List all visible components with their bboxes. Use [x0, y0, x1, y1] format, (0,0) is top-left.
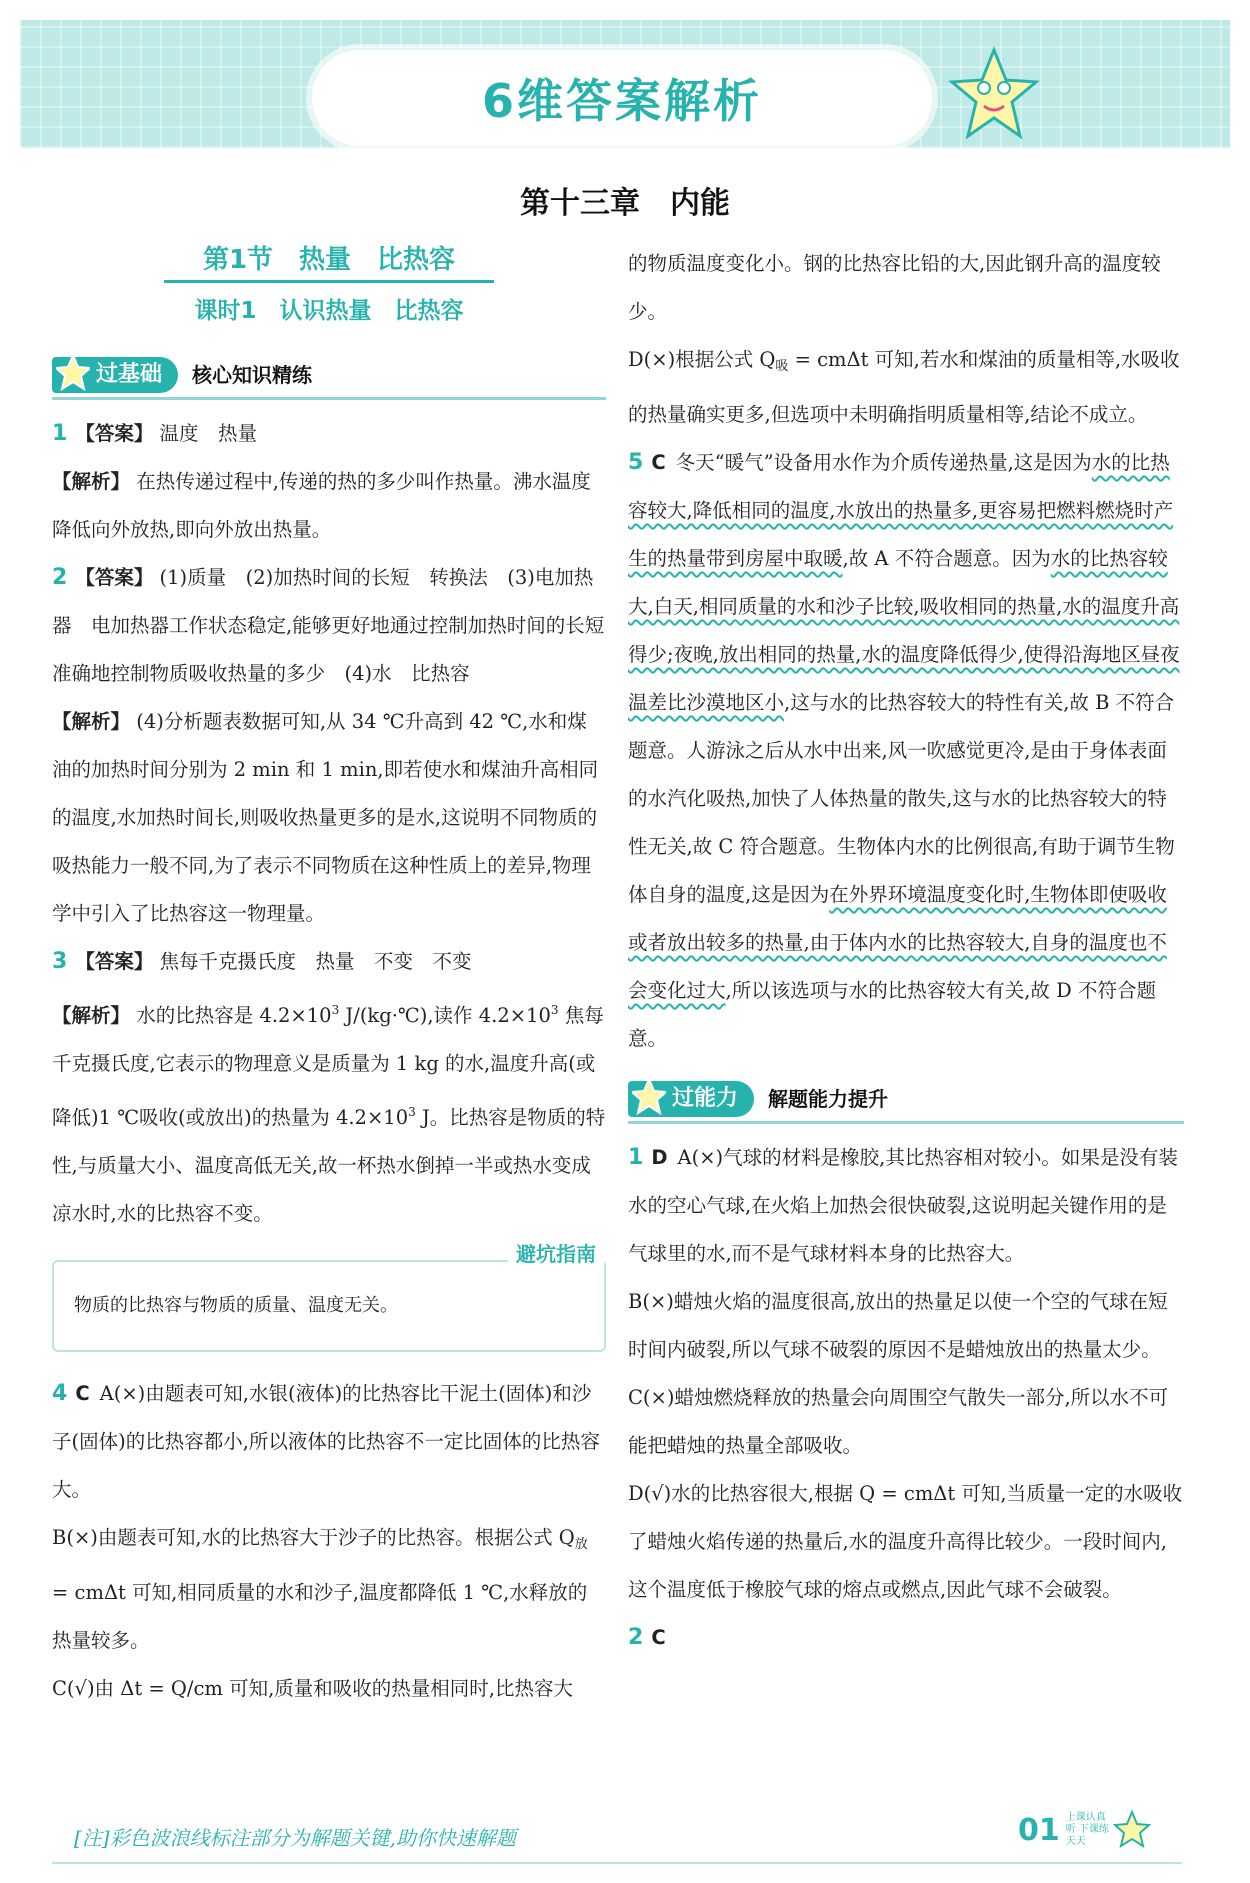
tip-text: 物质的比热容与物质的质量、温度无关。	[74, 1295, 398, 1316]
q1-explanation: 【解析】 在热传递过程中,传递的热的多少叫作热量。沸水温度降低向外放热,即向外放出热量。	[52, 470, 591, 541]
ability-subtitle: 解题能力提升	[768, 1087, 889, 1111]
q3-answer: 3 【答案】 焦每千克摄氏度 热量 不变 不变	[52, 949, 472, 974]
q3-explanation: 【解析】 水的比热容是 $4.2\times 10^3$ J/(kg·℃),读作 $4.2\times 10^3$ 焦每千克摄氏度,它表示的物理意义是质量为 1 kg 的水,温度升高(或降低)1 ℃吸收(或放出)的热量为 $4.2\times 10^3$ J。比热容是物质的特性,与质量大小、温度高低无关,故一杯热水倒掉一半或热水变成凉水时,水的比热容不变。	[52, 1003, 606, 1225]
left-column	[52, 240, 606, 1713]
section-heading	[52, 240, 606, 283]
star-badge-icon	[56, 353, 90, 393]
page-number-block	[1018, 1810, 1152, 1850]
tip-label: 避坑指南	[508, 1240, 604, 1268]
star-badge-icon	[632, 1077, 666, 1117]
basics-tag: 过基础	[96, 362, 163, 387]
ability-bar	[628, 1077, 1184, 1124]
right-column	[628, 240, 1184, 1662]
chapter-title: 第十三章 内能	[520, 186, 730, 221]
basics-subtitle: 核心知识精练	[192, 363, 313, 387]
p2-answer: 2 C	[628, 1625, 666, 1650]
q2-answer: 2 【答案】 (1)质量 (2)加热时间的长短 转换法 (3)电加热器 电加热器工作状态稳定,能够更好地通过控制加热时间的长短准确地控制物质吸收热量的多少 (4)水 比热容	[52, 565, 605, 685]
tip-box	[52, 1242, 606, 1352]
section-title: 第1节 热量 比热容	[202, 245, 456, 275]
q4-option-c-part1: C(√)由 Δt = Q/cm 可知,质量和吸收的热量相同时,比热容大	[52, 1677, 573, 1700]
star-mascot-icon	[948, 46, 1040, 146]
star-mascot-small-icon	[1112, 1810, 1152, 1850]
p1-option-b: B(×)蜡烛火焰的温度很高,放出的热量足以使一个空的气球在短时间内破裂,所以气球不破裂的原因不是蜡烛放出的热量太少。	[628, 1290, 1168, 1361]
q5-explanation: 5 C 冬天“暖气”设备用水作为介质传递热量,这是因为水的比热容较大,降低相同的温度,水放出的热量多,更容易把燃料燃烧时产生的热量带到房屋中取暖,故 A 不符合题意。因为水的比热容较大,白天,相同质量的水和沙子比较,吸收相同的热量,水的温度升高得少;夜晚,放出相同的热量,水的温度降低得少,使得沿海地区昼夜温差比沙漠地区小,这与水的比热容较大的特性有关,故 B 不符合题意。人游泳之后从水中出来,风一吹感觉更冷,是由于身体表面的水汽化吸热,加快了人体热量的散失,这与水的比热容较大的特性无关,故 C 符合题意。生物体内水的比例很高,有助于调节生物体自身的温度,这是因为在外界环境温度变化时,生物体即使吸收或者放出较多的热量,由于体内水的比热容较大,自身的温度也不会变化过大,所以该选项与水的比热容较大有关,故 D 不符合题意。	[628, 450, 1180, 1050]
q1-answer: 1 【答案】 温度 热量	[52, 421, 258, 446]
lesson-title: 课时1 认识热量 比热容	[194, 298, 464, 324]
q4-option-a: 4 C A(×)由题表可知,水银(液体)的比热容比干泥土(固体)和沙子(固体)的比热容都小,所以液体的比热容不一定比固体的比热容大。	[52, 1381, 600, 1501]
q4-option-d: D(×)根据公式 $Q_吸 = cm\Delta t$ 可知,若水和煤油的质量相等,水吸收的热量确实更多,但选项中未明确指明质量相等,结论不成立。	[628, 348, 1180, 426]
p1-option-c: C(×)蜡烛燃烧释放的热量会向周围空气散失一部分,所以水不可能把蜡烛的热量全部吸收。	[628, 1386, 1169, 1457]
page-number: 01	[1018, 1812, 1060, 1848]
basics-bar	[52, 353, 606, 400]
page-slogan: 上课认真听 下课练天天	[1065, 1812, 1109, 1847]
ability-tag: 过能力	[672, 1086, 739, 1111]
q4-option-b: B(×)由题表可知,水的比热容大于沙子的比热容。根据公式 $Q_放 = cm\Delta t$ 可知,相同质量的水和沙子,温度都降低 1 ℃,水释放的热量较多。	[52, 1526, 588, 1652]
banner-title-pill	[312, 50, 932, 146]
banner-title: 6维答案解析	[481, 74, 762, 128]
p1-option-d: D(√)水的比热容很大,根据 Q = cmΔt 可知,当质量一定的水吸收了蜡烛火焰传递的热量后,水的温度升高得比较少。一段时间内,这个温度低于橡胶气球的熔点或燃点,因此气球不会破裂。	[628, 1482, 1183, 1601]
footer-divider	[52, 1862, 1182, 1864]
footer-note: [注]彩色波浪线标注部分为解题关键,助你快速解题	[74, 1826, 516, 1850]
q2-explanation: 【解析】 (4)分析题表数据可知,从 34 ℃升高到 42 ℃,水和煤油的加热时间分别为 2 min 和 1 min,即若使水和煤油升高相同的温度,水加热时间长,则吸收热量更多的是水,这说明不同物质的吸热能力一般不同,为了表示不同物质在这种性质上的差异,物理学中引入了比热容这一物理量。	[52, 710, 599, 925]
p1-option-a: 1 D A(×)气球的材料是橡胶,其比热容相对较小。如果是没有装水的空心气球,在火焰上加热会很快破裂,这说明起关键作用的是气球里的水,而不是气球材料本身的比热容大。	[628, 1145, 1178, 1265]
q4-option-c-part2: 的物质温度变化小。钢的比热容比铅的大,因此钢升高的温度较少。	[628, 252, 1161, 323]
